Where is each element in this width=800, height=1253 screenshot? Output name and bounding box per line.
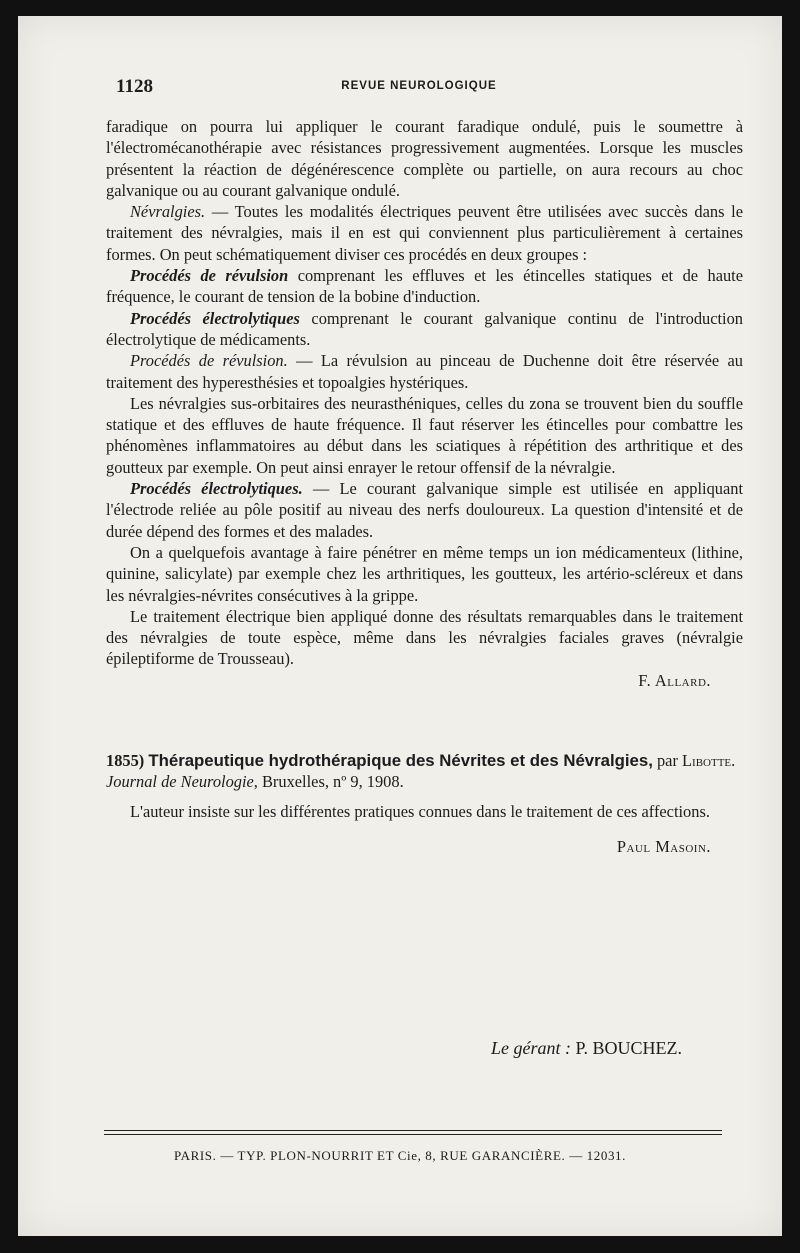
signature-line — [106, 670, 743, 691]
page-header — [116, 76, 722, 102]
document-page — [18, 16, 782, 1236]
entry-dot: . — [731, 751, 736, 770]
section-lead-revulsion-2: Procédés de révulsion. — [130, 351, 288, 371]
gerant-label: Le gérant : — [490, 1038, 571, 1058]
printer-imprint: PARIS. — TYP. PLON-NOURRIT ET Cie, 8, RUE GARANCIÈRE. — 12031. — [173, 1148, 627, 1163]
entry-signature: Paul Masoin. — [616, 837, 711, 857]
gerant-name: P. BOUCHEZ. — [570, 1038, 682, 1058]
paragraph-text: — Le courant galvanique simple est utilisée en appliquant l'électrode reliée au pôle positif au niveau des nerfs douloureux. La question d'intensité et de durée dépend des formes et des malades. — [106, 479, 743, 541]
paragraph-8: On a quelquefois avantage à faire pénétrer en même temps un ion médicamenteux (lithine, quinine, salicylate) par exemple chez les arthritiques, les goutteux, les artério-scléreux et dans les névralgies-névrites consécutives à la grippe. — [106, 542, 743, 605]
footer-rule-2 — [104, 1134, 722, 1135]
article-neuralgia-electrotherapy — [106, 116, 743, 691]
gerant-line — [491, 1038, 682, 1059]
paragraph-electrolytic — [106, 478, 743, 542]
entry-title: Thérapeutique hydrothérapique des Névrites et des Névralgies, — [148, 751, 653, 770]
entry-number: 1855) — [106, 751, 145, 770]
paragraph-revulsion — [106, 350, 743, 393]
entry-heading — [106, 750, 743, 793]
paragraph-revulsion-def — [106, 265, 743, 308]
paragraph-text: comprenant les effluves et les étincelles statiques et de haute fréquence, le courant de tension de la bobine d'induction. — [106, 266, 744, 307]
paragraph-6: Les névralgies sus-orbitaires des neurasthéniques, celles du zona se trouvent bien du souffle statique et des effluves de haute fréquence. Il faut réserver les étincelles pour combattre les phénomènes inflammatoires au début dans les sciatiques à répétition des arthritique et des goutteux par exemple. On peut ainsi enrayer le retour offensif de la névralgie. — [106, 393, 743, 477]
entry-by: par — [652, 751, 683, 770]
page-number: 1128 — [116, 76, 153, 97]
paragraph-text: comprenant le courant galvanique continu de l'introduction électrolytique de médicaments. — [106, 308, 743, 349]
paragraph-9: Le traitement électrique bien appliqué donne des résultats remarquables dans le traitement des névralgies de toute espèce, même dans les névralgies faciales graves (névralgie épileptiforme de Trousseau). — [106, 606, 743, 669]
article-1855 — [106, 750, 743, 858]
paragraph-text: — Toutes les modalités électriques peuvent être utilisées avec succès dans le traitement des névralgies, mais il en est qui conviennent plus particulièrement à certaines formes. On peut schématiquement diviser ces procédés en deux groupes : — [106, 202, 743, 264]
section-lead-electrolytic-2: Procédés électrolytiques. — [130, 479, 303, 499]
entry-journal: Journal de Neurologie, — [106, 772, 258, 792]
paragraph-1: faradique on pourra lui appliquer le courant faradique ondulé, puis le soumettre à l'électromécanothérapie avec résistances progressivement augmentées. Lorsque les muscles présentent la réaction de dégénérescence complète ou partielle, on aura recours au choc galvanique ou au courant galvanique ondulé. — [106, 117, 743, 200]
section-lead-nevralgies: Névralgies. — [130, 202, 206, 222]
section-lead-electrolytic: Procédés électrolytiques — [130, 308, 300, 328]
author-signature: F. Allard. — [638, 670, 711, 690]
entry-author: Libotte — [682, 751, 732, 770]
paragraph-electrolytic-def — [106, 308, 743, 351]
footer-rule — [104, 1130, 722, 1131]
entry-citation: Bruxelles, nº 9, 1908. — [257, 772, 404, 792]
paragraph-nevralgies — [106, 201, 743, 265]
entry-body: L'auteur insiste sur les différentes pratiques connues dans le traitement de ces affections. — [130, 801, 710, 821]
running-head: REVUE NEUROLOGIQUE — [341, 80, 497, 92]
section-lead-revulsion: Procédés de révulsion — [130, 266, 289, 286]
paragraph-text: — La révulsion au pinceau de Duchenne doit être réservée au traitement des hyperesthésies et topoalgies hystériques. — [106, 351, 743, 392]
